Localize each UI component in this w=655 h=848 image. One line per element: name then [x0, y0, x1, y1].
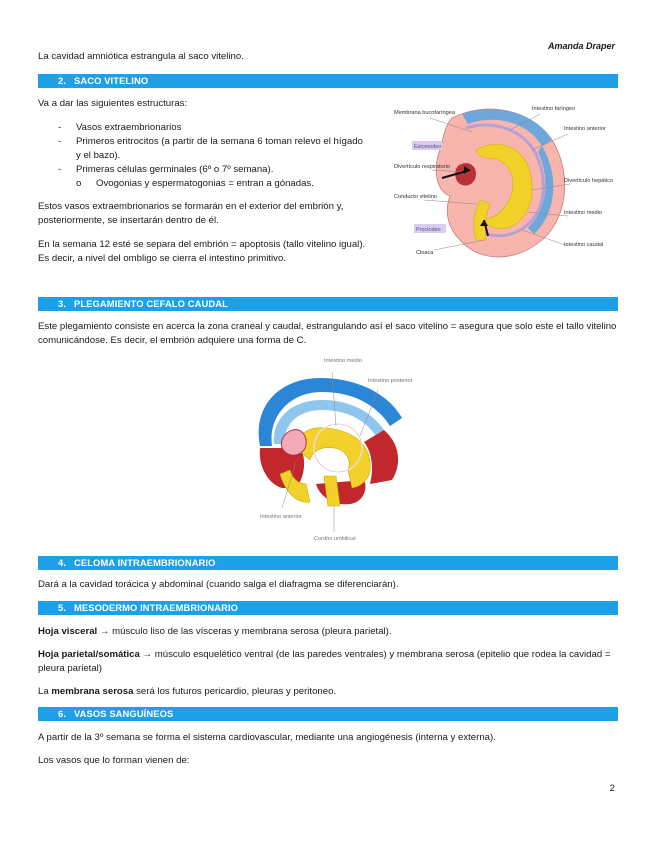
section-title: PLEGAMIENTO CEFALO CAUDAL	[74, 298, 228, 309]
list-item: - Primeros eritrocitos (a partir de la semana 6 toman relevo el hígado y el bazo).	[58, 135, 370, 163]
label-proctodeo: Proctodeo	[416, 227, 441, 233]
sub-list-item: o Ovogonias y espermatogonias = entran a gónadas.	[58, 177, 388, 191]
term-hoja-visceral: Hoja visceral	[38, 626, 98, 637]
label-intestino-anterior-2: Intestino anterior	[260, 514, 302, 520]
section-number: 3.	[58, 298, 67, 309]
term-hoja-parietal: Hoja parietal/somática	[38, 649, 140, 660]
section-title: VASOS SANGUÍNEOS	[74, 708, 174, 719]
sec2-lead: Va a dar las siguientes estructuras:	[38, 98, 188, 109]
sec2-paragraph-2: En la semana 12 esté se separa del embrión = apoptosis (tallo vitelino igual). Es decir, a nivel del ombligo se cierra el intestino primitivo.	[38, 239, 366, 264]
label-intestino-medio: Intestino medio	[564, 210, 602, 216]
section-heading-plegamiento	[38, 297, 618, 311]
sec2-paragraph-1: Estos vasos extraembrionarios se formarán en el exterior del embrión y, posteriormente, se insertarán dentro de él.	[38, 201, 344, 226]
section-title: CELOMA INTRAEMBRIONARIO	[74, 557, 216, 568]
section-title: MESODERMO INTRAEMBRIONARIO	[74, 602, 239, 613]
section-title: SACO VITELINO	[74, 75, 149, 86]
sec6-paragraph-1: A partir de la 3º semana se forma el sistema cardiovascular, mediante una angiogénesis (interna y externa).	[38, 732, 496, 743]
sec2-list	[58, 121, 388, 191]
gut-diagram-figure	[392, 100, 617, 270]
label-estomodeo: Estomodeo	[414, 144, 442, 150]
sec5-parietal: Hoja parietal/somática → músculo esquelético ventral (de las paredes ventrales) y membrana serosa (epitelio que rodea la cavidad = pleura parietal)	[38, 649, 611, 674]
label-membrana: Membrana bucofaríngea	[394, 110, 455, 116]
page-number: 2	[609, 783, 615, 794]
label-intestino-posterior: Intestino posterior	[368, 378, 413, 384]
label-cordon-umbilical: Cordón umbilical	[314, 536, 356, 542]
sec4-paragraph: Dará a la cavidad torácica y abdominal (cuando salga el diafragma se diferenciarán).	[38, 579, 399, 590]
label-intestino-anterior: Intestino anterior	[564, 126, 606, 132]
section-number: 6.	[58, 708, 67, 719]
sec3-paragraph: Este plegamiento consiste en acerca la zona craneal y caudal, estrangulando así el saco vitelino = asegura que solo este el tallo vitelino comunicándose. Es decir, el embrión adquiere una forma de C.	[38, 321, 617, 346]
sec5-visceral: Hoja visceral → músculo liso de las vísceras y membrana serosa (pleura parietal).	[38, 626, 392, 637]
section-heading-celoma	[38, 556, 618, 570]
label-diverticulo-hepatico: Divertículo hepático	[564, 178, 614, 184]
term-membrana-serosa: membrana serosa	[51, 686, 134, 697]
list-item: - Vasos extraembrionarios	[58, 121, 388, 135]
intro-paragraph: La cavidad amniótica estrangula al saco vitelino.	[38, 51, 244, 62]
embryo-folding-figure	[240, 356, 430, 544]
section-heading-mesodermo	[38, 601, 618, 615]
label-conducto-vitelino: Conducto vitelino	[394, 194, 437, 200]
label-intestino-caudal: Intestino caudal	[564, 242, 604, 248]
label-intestino-medio-2: Intestino medio	[324, 358, 362, 364]
section-heading-vasos	[38, 707, 618, 721]
section-number: 2.	[58, 75, 67, 86]
label-diverticulo-respiratorio: Divertículo respiratorio	[394, 164, 450, 170]
sec5-serosa: La membrana serosa será los futuros pericardio, pleuras y peritoneo.	[38, 686, 337, 697]
label-cloaca: Cloaca	[416, 250, 434, 256]
section-heading-saco-vitelino	[38, 74, 618, 88]
list-item: - Primeras células germinales (6º o 7º semana).	[58, 163, 388, 177]
author-header: Amanda Draper	[547, 41, 615, 51]
label-intestino-faringeo: Intestino faríngeo	[532, 106, 576, 112]
section-number: 4.	[58, 557, 67, 568]
section-number: 5.	[58, 602, 67, 613]
sec6-paragraph-2: Los vasos que lo forman vienen de:	[38, 755, 190, 766]
